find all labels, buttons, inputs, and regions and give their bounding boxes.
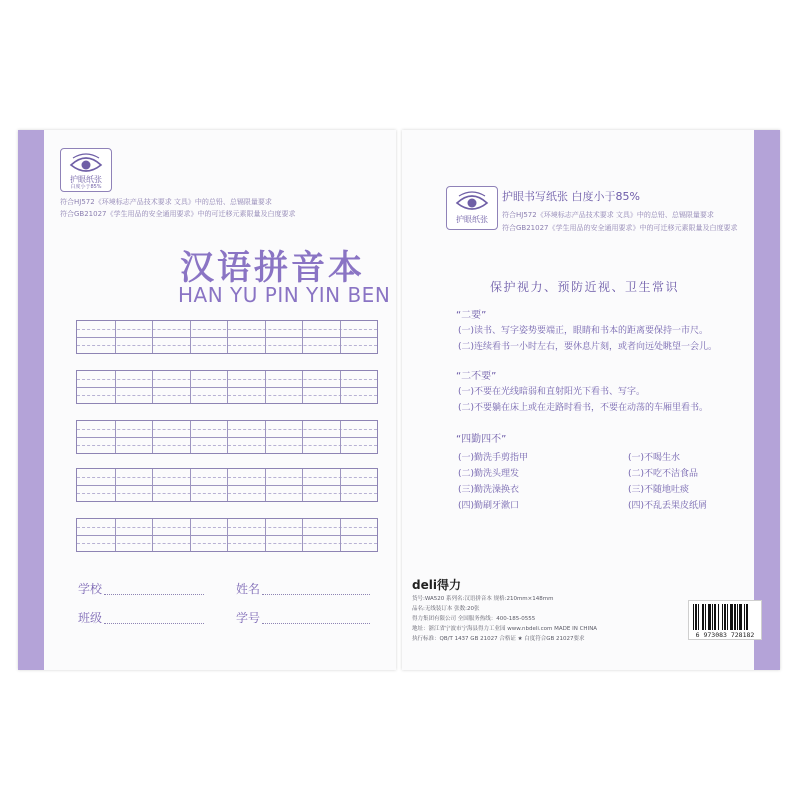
grid-column-divider bbox=[152, 421, 153, 453]
eye-protection-logo bbox=[60, 148, 112, 192]
barcode-bar bbox=[718, 604, 719, 630]
back-eye-icon bbox=[455, 191, 489, 213]
barcode bbox=[688, 600, 762, 640]
grid-column-divider bbox=[227, 469, 228, 501]
barcode-bar bbox=[746, 604, 748, 630]
grid-column-divider bbox=[340, 519, 341, 551]
product-info-line-5: 执行标准：QB/T 1437 GB 21027 合格证 ★ 白度符合GB 21027要求 bbox=[412, 636, 585, 642]
two-donts-item-2: (二)不要躺在床上或在走路时看书，不要在动荡的车厢里看书。 bbox=[458, 403, 709, 413]
barcode-bar bbox=[744, 604, 745, 630]
barcode-bar bbox=[712, 604, 713, 630]
grid-column-divider bbox=[302, 321, 303, 353]
diligence-item-2: (二)勤洗头理发 bbox=[458, 469, 520, 479]
two-musts-item-1: (一)读书、写字姿势要端正，眼睛和书本的距离要保持一市尺。 bbox=[458, 326, 709, 336]
grid-column-divider bbox=[227, 321, 228, 353]
dont-item-4: (四)不乱丢果皮纸屑 bbox=[628, 501, 708, 511]
barcode-bar bbox=[708, 604, 711, 630]
barcode-bar bbox=[734, 604, 736, 630]
grid-column-divider bbox=[190, 421, 191, 453]
grid-row bbox=[76, 320, 378, 354]
grid-column-divider bbox=[152, 519, 153, 551]
product-info-line-3: 得力集团有限公司 全国服务热线：400-185-0555 bbox=[412, 616, 536, 622]
class-blank bbox=[104, 623, 204, 624]
grid-column-divider bbox=[115, 519, 116, 551]
grid-column-divider bbox=[115, 321, 116, 353]
grid-column-divider bbox=[340, 421, 341, 453]
barcode-number: 6 973083 728182 bbox=[695, 631, 755, 639]
grid-column-divider bbox=[190, 469, 191, 501]
barcode-bar bbox=[695, 604, 697, 630]
barcode-bars bbox=[690, 602, 762, 632]
grid-row bbox=[76, 370, 378, 404]
grid-row bbox=[76, 420, 378, 454]
section-four-diligences-title: “四勤四不” bbox=[456, 434, 507, 445]
section-two-donts-title: “二不要” bbox=[456, 371, 497, 382]
grid-column-divider bbox=[227, 371, 228, 403]
barcode-bar bbox=[698, 604, 699, 630]
notebook-title-pinyin: HAN YU PIN YIN BEN bbox=[178, 283, 391, 307]
name-blank bbox=[262, 594, 370, 595]
school-label: 学校 bbox=[78, 582, 103, 596]
barcode-bar bbox=[724, 604, 726, 630]
diligence-item-3: (三)勤洗澡换衣 bbox=[458, 485, 520, 495]
grid-row bbox=[76, 518, 378, 552]
barcode-bar bbox=[739, 604, 742, 630]
grid-column-divider bbox=[302, 371, 303, 403]
product-info-line-1: 货号:WA520 系列名:汉语拼音本 规格:210mm×148mm bbox=[412, 596, 554, 602]
grid-column-divider bbox=[340, 371, 341, 403]
grid-column-divider bbox=[115, 371, 116, 403]
dont-item-2: (二)不吃不洁食品 bbox=[628, 469, 699, 479]
diligence-item-1: (一)勤洗手剪指甲 bbox=[458, 453, 529, 463]
front-cover bbox=[18, 130, 396, 670]
grid-column-divider bbox=[265, 469, 266, 501]
back-eye-protection-logo bbox=[446, 186, 498, 230]
logo-text: 护眼纸张 bbox=[70, 175, 102, 184]
grid-column-divider bbox=[302, 469, 303, 501]
student-number-label: 学号 bbox=[236, 611, 261, 625]
grid-column-divider bbox=[227, 519, 228, 551]
grid-column-divider bbox=[152, 371, 153, 403]
back-purple-stripe bbox=[754, 130, 780, 670]
grid-column-divider bbox=[265, 519, 266, 551]
barcode-bar bbox=[730, 604, 733, 630]
grid-column-divider bbox=[152, 469, 153, 501]
grid-column-divider bbox=[190, 371, 191, 403]
barcode-bar bbox=[737, 604, 738, 630]
health-tips-heading: 保护视力、预防近视、卫生常识 bbox=[490, 280, 680, 294]
dont-item-1: (一)不喝生水 bbox=[628, 453, 681, 463]
front-purple-stripe bbox=[18, 130, 44, 670]
two-musts-item-2: (二)连续看书一小时左右，要休息片刻，或者向远处眺望一会儿。 bbox=[458, 342, 718, 352]
student-number-blank bbox=[262, 623, 370, 624]
barcode-bar bbox=[693, 604, 694, 630]
grid-column-divider bbox=[152, 321, 153, 353]
section-two-musts-title: “二要” bbox=[456, 310, 487, 321]
deli-brand-logo: deli得力 bbox=[412, 578, 461, 592]
barcode-bar bbox=[727, 604, 728, 630]
grid-column-divider bbox=[190, 519, 191, 551]
school-blank bbox=[104, 594, 204, 595]
compliance-line-1: 符合HJ572《环境标志产品技术要求 文具》中的总铅、总镉限量要求 bbox=[60, 198, 272, 206]
grid-column-divider bbox=[340, 469, 341, 501]
product-info-line-4: 地址：浙江省宁波市宁海县得力工业园 www.nbdeli.com MADE IN CHINA bbox=[412, 626, 598, 632]
grid-column-divider bbox=[190, 321, 191, 353]
two-donts-item-1: (一)不要在光线暗弱和直射阳光下看书、写字。 bbox=[458, 387, 646, 397]
grid-row bbox=[76, 468, 378, 502]
grid-column-divider bbox=[227, 421, 228, 453]
dont-item-3: (三)不随地吐痰 bbox=[628, 485, 690, 495]
grid-column-divider bbox=[265, 371, 266, 403]
name-label: 姓名 bbox=[236, 582, 261, 596]
grid-column-divider bbox=[265, 321, 266, 353]
diligence-item-4: (四)勤刷牙漱口 bbox=[458, 501, 520, 511]
eye-icon bbox=[69, 153, 103, 175]
grid-column-divider bbox=[115, 421, 116, 453]
logo-subtext: 白度小于85% bbox=[70, 184, 102, 190]
grid-column-divider bbox=[302, 421, 303, 453]
grid-column-divider bbox=[340, 321, 341, 353]
grid-column-divider bbox=[302, 519, 303, 551]
notebook-title: 汉语拼音本 bbox=[180, 248, 365, 288]
class-label: 班级 bbox=[78, 611, 103, 625]
barcode-bar bbox=[722, 604, 723, 630]
compliance-line-2: 符合GB21027《学生用品的安全通用要求》中的可迁移元素限量及白度要求 bbox=[60, 210, 296, 218]
barcode-bar bbox=[705, 604, 706, 630]
back-compliance-line-2: 符合GB21027《学生用品的安全通用要求》中的可迁移元素限量及白度要求 bbox=[502, 224, 738, 232]
product-info-line-2: 品名:无线装订本 张数:20张 bbox=[412, 606, 480, 612]
barcode-bar bbox=[702, 604, 704, 630]
back-cover bbox=[402, 130, 780, 670]
grid-column-divider bbox=[265, 421, 266, 453]
grid-column-divider bbox=[115, 469, 116, 501]
back-compliance-line-1: 符合HJ572《环境标志产品技术要求 文具》中的总铅、总镉限量要求 bbox=[502, 211, 714, 219]
back-logo-title: 护眼书写纸张 白度小于85% bbox=[502, 190, 640, 203]
back-logo-text: 护眼纸张 bbox=[456, 215, 488, 224]
barcode-bar bbox=[714, 604, 716, 630]
